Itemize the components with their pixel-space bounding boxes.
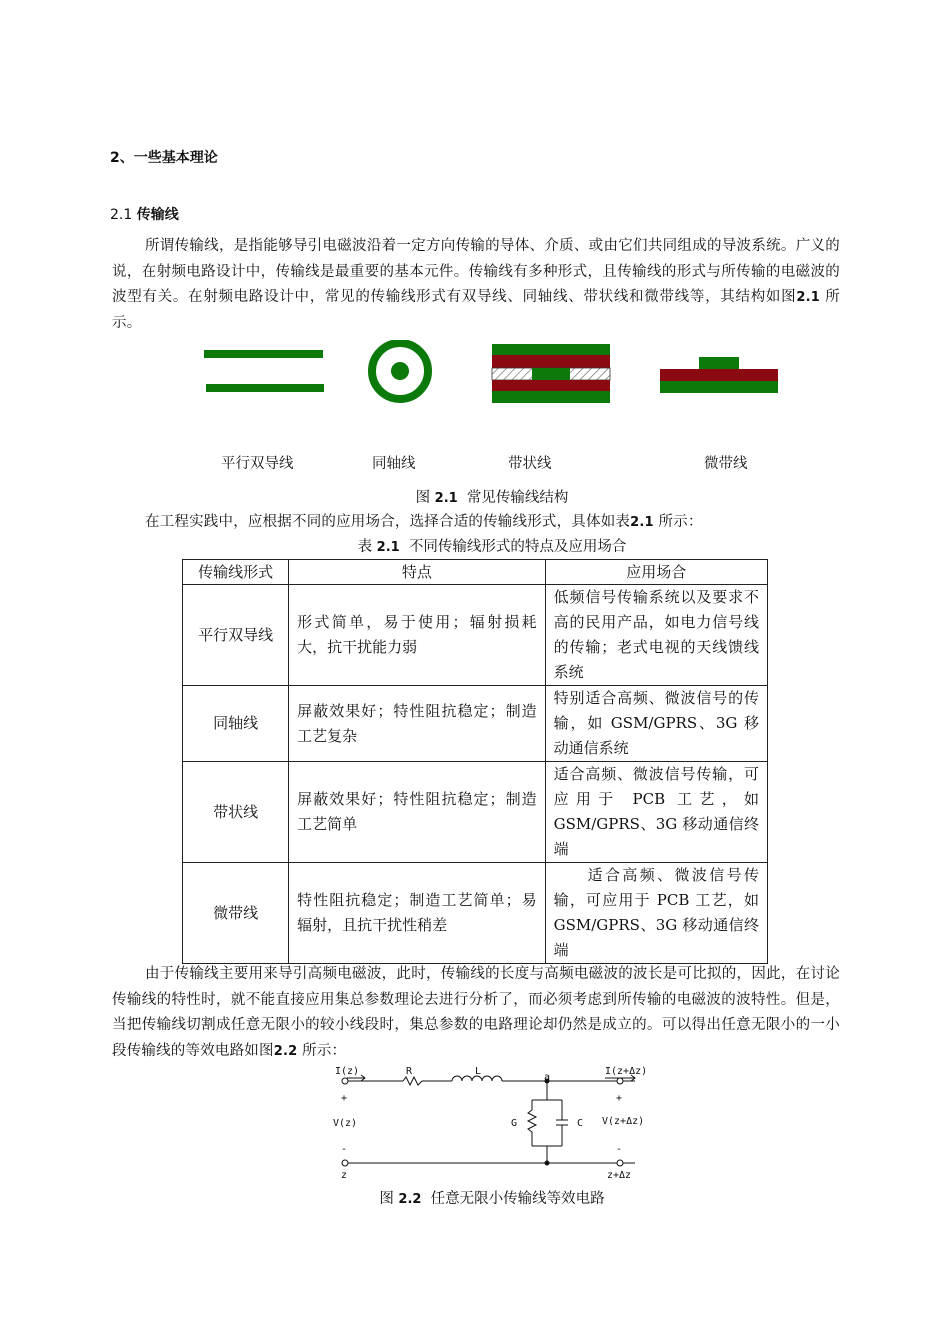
figure1-caption: 图 2.1 常见传输线结构 bbox=[415, 490, 569, 506]
label-z-left: z bbox=[341, 1170, 348, 1181]
table-ref: 2.1 bbox=[630, 515, 654, 530]
circuit-intro-end: 所示： bbox=[297, 1042, 347, 1059]
label-C: C bbox=[577, 1118, 584, 1129]
subsection-title bbox=[110, 204, 179, 224]
label-minus-left: - bbox=[341, 1144, 348, 1155]
intro-paragraph bbox=[112, 234, 840, 336]
cell-application: 低频信号传输系统以及要求不高的民用产品，如电力信号线的传输；老式电视的天线馈线系统 bbox=[545, 585, 767, 686]
table-intro-paragraph bbox=[112, 510, 840, 536]
table-intro-end: 所示： bbox=[653, 514, 703, 530]
circuit-intro-paragraph bbox=[112, 962, 840, 1064]
label-stripline: 带状线 bbox=[508, 456, 552, 472]
cell-type: 带状线 bbox=[183, 762, 289, 863]
microstrip-drawing bbox=[660, 357, 778, 393]
intro-text: 所谓传输线，是指能够导引电磁波沿着一定方向传输的导体、介质、或由它们共同组成的导波系统。广义的说，在射频电路设计中，传输线是最重要的基本元件。传输线有多种形式，且传输线的形式与所传输的电磁波的波型有关。在射频电路设计中，常见的传输线形式有双导线、同轴线、带状线和微带线等，其结构如图 bbox=[112, 238, 840, 305]
label-plus-left: + bbox=[341, 1093, 348, 1104]
subsection-number: 2.1 bbox=[110, 207, 133, 223]
figure-ref: 2.1 bbox=[796, 290, 820, 305]
label-voltage-out: V(z+Δz) bbox=[602, 1116, 645, 1127]
cell-feature: 形式简单，易于使用；辐射损耗大，抗干扰能力弱 bbox=[289, 585, 545, 686]
coaxial-drawing bbox=[372, 343, 428, 399]
transmission-line-table bbox=[182, 559, 768, 964]
label-microstrip: 微带线 bbox=[704, 456, 748, 472]
label-coaxial: 同轴线 bbox=[372, 456, 416, 472]
label-z-right: z+Δz bbox=[607, 1170, 632, 1181]
equivalent-circuit bbox=[325, 1062, 655, 1182]
circuit-ref: 2.2 bbox=[273, 1043, 298, 1059]
cell-feature: 屏蔽效果好；特性阻抗稳定；制造工艺简单 bbox=[289, 762, 545, 863]
circuit-intro-text: 由于传输线主要用来导引高频电磁波，此时，传输线的长度与高频电磁波的波长是可比拟的，因此，在讨论传输线的特性时，就不能直接应用集总参数理论去进行分析了，而必须考虑到所传输的电磁波的波特性。但是，当把传输线切割成任意无限小的较小线段时，集总参数的电路理论却仍然是成立的。可以得出任意无限小的一小段传输线的等效电路如图 bbox=[112, 966, 840, 1059]
label-parallel-wire: 平行双导线 bbox=[221, 456, 294, 472]
header-application: 应用场合 bbox=[545, 560, 767, 585]
cell-type: 平行双导线 bbox=[183, 585, 289, 686]
label-R: R bbox=[406, 1066, 413, 1077]
cell-application: 适合高频、微波信号传输，可应用于 PCB 工艺，如 GSM/GPRS、3G 移动通信终端 bbox=[545, 863, 767, 964]
table-row bbox=[183, 863, 768, 964]
figure2-caption: 图 2.2 任意无限小传输线等效电路 bbox=[379, 1191, 605, 1207]
table-header-row bbox=[183, 560, 768, 585]
header-type: 传输线形式 bbox=[183, 560, 289, 585]
transmission-line-structures bbox=[195, 340, 795, 410]
cell-application: 适合高频、微波信号传输，可应用于 PCB 工艺，如 GSM/GPRS、3G 移动通信终端 bbox=[545, 762, 767, 863]
intro-text-end: 所示。 bbox=[112, 289, 841, 331]
subsection-name: 传输线 bbox=[136, 207, 179, 223]
label-node-a: a bbox=[544, 1072, 551, 1083]
cell-feature: 屏蔽效果好；特性阻抗稳定；制造工艺复杂 bbox=[289, 686, 545, 762]
cell-type: 微带线 bbox=[183, 863, 289, 964]
table-row bbox=[183, 686, 768, 762]
table1-caption: 表 2.1 不同传输线形式的特点及应用场合 bbox=[357, 539, 627, 555]
label-current-out: I(z+Δz) bbox=[605, 1066, 648, 1077]
label-G: G bbox=[511, 1118, 518, 1129]
table-intro-text: 在工程实践中，应根据不同的应用场合，选择合适的传输线形式，具体如表 bbox=[145, 514, 631, 530]
cell-application: 特别适合高频、微波信号的传输，如 GSM/GPRS、3G 移动通信系统 bbox=[545, 686, 767, 762]
label-plus-right: + bbox=[616, 1093, 623, 1104]
table-row bbox=[183, 585, 768, 686]
cell-type: 同轴线 bbox=[183, 686, 289, 762]
cell-feature: 特性阻抗稳定；制造工艺简单；易辐射，且抗干扰性稍差 bbox=[289, 863, 545, 964]
parallel-wire-drawing bbox=[204, 350, 324, 392]
header-feature: 特点 bbox=[289, 560, 545, 585]
section-title: 2、一些基本理论 bbox=[110, 150, 218, 166]
label-voltage-in: V(z) bbox=[333, 1118, 358, 1129]
label-minus-right: - bbox=[616, 1144, 623, 1155]
label-L: L bbox=[475, 1066, 482, 1077]
label-current-in: I(z) bbox=[335, 1066, 360, 1077]
stripline-drawing bbox=[492, 344, 610, 403]
table-row bbox=[183, 762, 768, 863]
